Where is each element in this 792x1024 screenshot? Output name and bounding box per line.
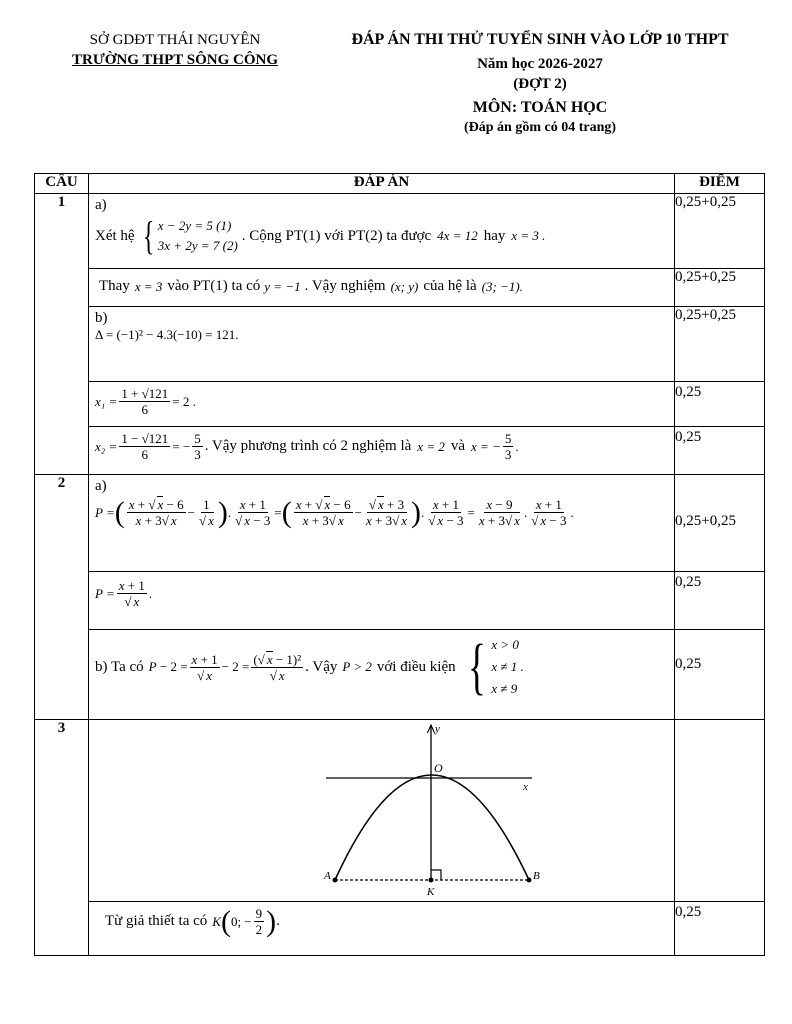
exam-round: (ĐỢT 2) — [513, 76, 567, 92]
system-row: x − 2y = 5 (1) — [157, 218, 232, 233]
fraction — [254, 906, 265, 937]
answer-cell — [89, 572, 675, 630]
point-name: K — [212, 913, 221, 929]
equation: = 2 . — [172, 393, 196, 409]
answer-cell — [89, 475, 675, 572]
label-o: O — [434, 761, 443, 775]
table-row — [35, 630, 765, 720]
answer-cell — [89, 269, 675, 307]
answer-cell — [89, 307, 675, 382]
points-cell: 0,25+0,25 — [675, 475, 765, 572]
answer-text: của hệ là — [423, 278, 477, 294]
header-points: ĐIỂM — [675, 174, 765, 194]
points-cell: 0,25 — [675, 902, 765, 956]
fraction-denominator: 6 — [141, 402, 149, 417]
equation: x = 3 . — [511, 228, 546, 243]
condition-system: { x > 0 x ≠ 1 . x ≠ 9 — [467, 633, 524, 701]
fraction-denominator: 6 — [141, 447, 149, 462]
fraction — [119, 431, 170, 462]
system-row: 3x + 2y = 7 (2) — [157, 238, 238, 253]
header-left — [40, 30, 310, 70]
answer-text: . Cộng PT(1) với PT(2) ta được — [241, 227, 432, 244]
fraction — [503, 431, 514, 462]
points-cell — [675, 720, 765, 902]
header-question: CÂU — [35, 174, 89, 194]
label-b: B — [533, 870, 540, 882]
label-y: y — [435, 723, 440, 735]
equation: y = −1 — [264, 278, 301, 294]
condition-row: x ≠ 9 — [491, 681, 518, 696]
page-count-note: (Đáp án gồm có 04 trang) — [463, 120, 617, 135]
answer-text: . Vậy phương trình có 2 nghiệm là — [204, 438, 412, 454]
table-row — [35, 382, 765, 427]
equation: = − — [172, 438, 191, 454]
answer-text: hay — [483, 227, 506, 244]
question-number: 2 — [35, 475, 89, 720]
fraction-denominator: 3 — [194, 447, 201, 462]
fraction-denominator: 3 — [504, 447, 512, 462]
answer-text: với điều kiện — [376, 658, 456, 675]
part-label: b) — [95, 310, 108, 326]
answer-cell — [89, 194, 675, 269]
answer-text: và — [450, 438, 466, 454]
points-cell: 0,25+0,25 — [675, 194, 765, 269]
answer-cell — [89, 630, 675, 720]
points-cell: 0,25 — [675, 630, 765, 720]
answer-text: . Vậy — [305, 658, 338, 675]
question-number: 1 — [35, 194, 89, 475]
equation: P > 2 — [342, 659, 372, 674]
answer-cell: Từ giả thiết ta có K ( 0; − $\frac{9}{2}$ ) . — [89, 902, 675, 956]
table-row — [35, 307, 765, 382]
equation: x = 3 — [134, 278, 163, 294]
points-cell: 0,25 — [675, 427, 765, 475]
points-cell: 0,25+0,25 — [675, 307, 765, 382]
answer-text: Từ giả thiết ta có — [105, 913, 208, 929]
fraction-numerator: 5 — [504, 431, 512, 446]
answer-text: b) Ta có — [95, 658, 144, 675]
condition-row: x > 0 — [491, 637, 519, 652]
equation: (x; y) — [390, 278, 419, 294]
equation: x = − — [471, 438, 501, 454]
answer-table — [34, 173, 765, 956]
part-label: a) — [95, 478, 107, 494]
equation: Δ = (−1)² − 4.3(−10) = 121. — [95, 327, 239, 342]
answer-text: Thay — [99, 278, 130, 294]
table-header-row — [35, 174, 765, 194]
table-row — [35, 269, 765, 307]
question-number: 3 — [35, 720, 89, 956]
equation: x = 2 — [417, 438, 445, 454]
label-a: A — [324, 870, 331, 882]
header-answer: ĐÁP ÁN — [89, 174, 675, 194]
fraction-numerator: 1 − √121 — [121, 431, 169, 446]
points-cell: 0,25 — [675, 572, 765, 630]
equation: P − 2 = x + 1 √ x − 2 = (√ x − 1)² √ x — [149, 652, 306, 683]
table-row — [35, 194, 765, 269]
answer-text: vào PT(1) ta có — [167, 278, 261, 294]
parabola-curve — [335, 775, 529, 880]
answer-text: Xét hệ — [95, 227, 135, 244]
answer-text: . Vậy nghiệm — [304, 278, 386, 294]
subject-name: MÔN: TOÁN HỌC — [472, 99, 608, 116]
equation: (3; −1). — [481, 278, 523, 294]
school-year: Năm học 2026-2027 — [477, 56, 603, 72]
point-b — [527, 878, 532, 883]
point-a — [333, 878, 338, 883]
part-label: a) — [95, 197, 107, 213]
answer-cell: x₂ = $\frac{1 - √121}{6}$ = − $\frac{5}{3}$ . Vậy phương trình có 2 nghiệm là x = 2 và x = − $\frac{5}{3}$ . — [89, 427, 675, 475]
answer-cell — [89, 382, 675, 427]
fraction-denominator: 2 — [255, 922, 263, 937]
fraction-numerator: 5 — [194, 431, 201, 446]
condition-row: x ≠ 1 . — [491, 659, 524, 674]
equation: x₁ = — [95, 393, 118, 409]
document-title: ĐÁP ÁN THI THỬ TUYỂN SINH VÀO LỚP 10 THPT — [351, 31, 729, 48]
label-x: x — [523, 781, 528, 793]
table-row — [35, 572, 765, 630]
equation: x₂ = — [95, 438, 118, 454]
department-name: SỞ GDĐT THÁI NGUYÊN — [89, 32, 261, 48]
parabola-graph — [89, 720, 675, 896]
point-k — [429, 878, 434, 883]
answer-cell — [89, 720, 675, 902]
header-right — [330, 30, 750, 138]
table-row — [35, 902, 765, 956]
school-name: TRƯỜNG THPT SÔNG CÔNG — [71, 52, 278, 68]
equation: P = x + 1 √ x . — [89, 572, 674, 609]
fraction — [192, 431, 203, 462]
equation: 4x = 12 — [437, 228, 478, 243]
table-row — [35, 475, 765, 572]
fraction-numerator: 9 — [255, 906, 263, 921]
table-row — [35, 427, 765, 475]
label-k: K — [427, 886, 435, 896]
fraction-numerator: 1 + √121 — [121, 386, 169, 401]
points-cell: 0,25 — [675, 382, 765, 427]
equation: P = ( $\frac{x + √ x - 6}{x + 3√ x}$ − 1 √ x ) . x + 1 √ x − 3 = ( $\frac{x + √ x - 6}{x + 3√ x}$ − √ $\frac{x + 3}{x + 3√ x}$ ) . x + 1 √ x − 3 = $\frac{x - 9}{x + 3√ x}$ . x + 1 √ x − 3 . — [95, 497, 674, 528]
points-cell: 0,25+0,25 — [675, 269, 765, 307]
table-row — [35, 720, 765, 902]
equation-system: { x − 2y = 5 (1) 3x + 2y = 7 (2) — [142, 213, 238, 258]
fraction — [119, 386, 170, 417]
